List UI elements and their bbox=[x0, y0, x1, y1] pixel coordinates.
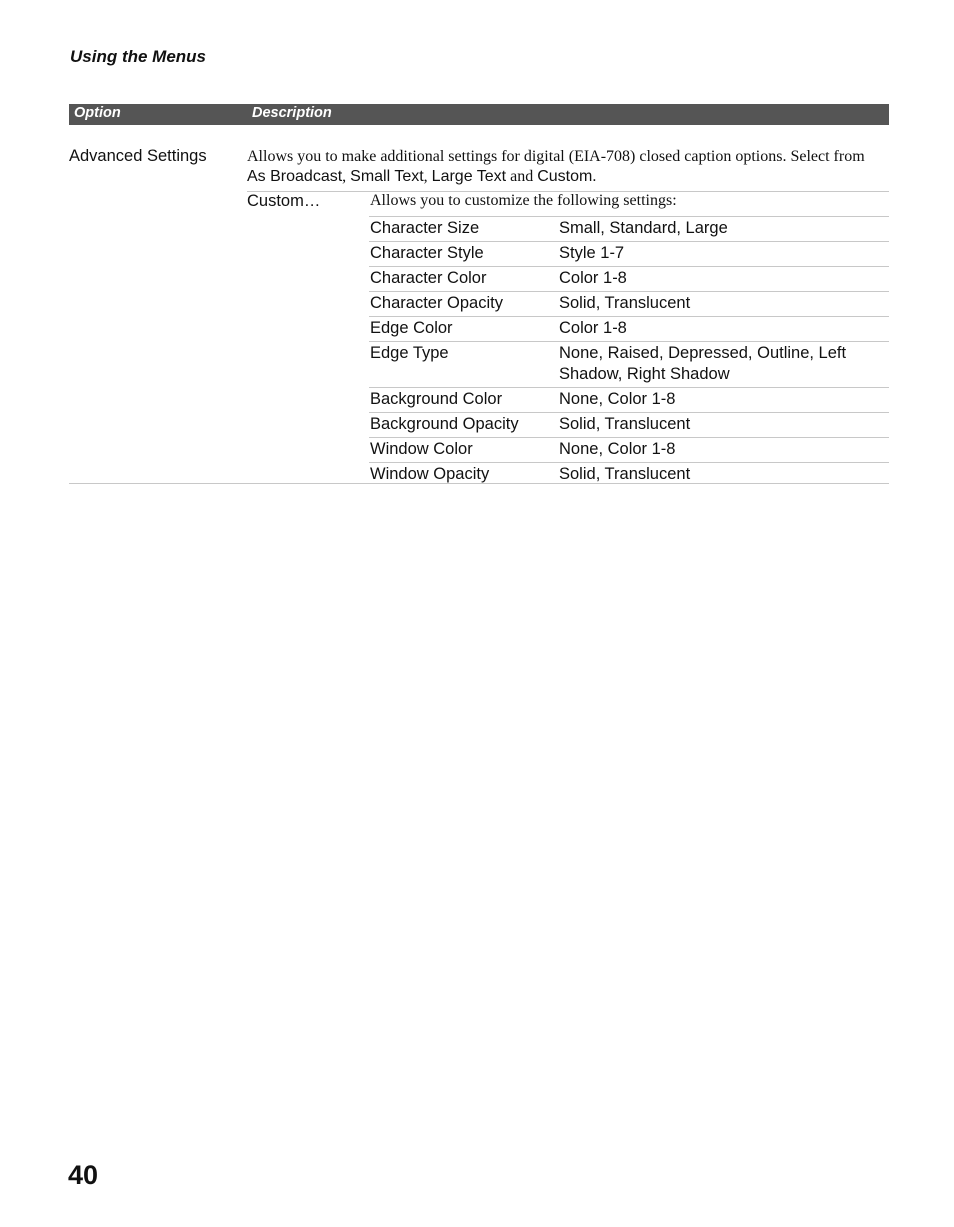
setting-value: Color 1-8 bbox=[559, 319, 627, 337]
menu-options-table bbox=[69, 104, 889, 484]
setting-value: Color 1-8 bbox=[559, 269, 627, 287]
description-end: . bbox=[592, 168, 597, 185]
section-title: Using the Menus bbox=[70, 47, 207, 66]
setting-name: Edge Color bbox=[370, 319, 453, 337]
setting-row bbox=[369, 266, 889, 291]
table-header bbox=[69, 104, 889, 125]
custom-settings-list bbox=[369, 216, 889, 487]
setting-name: Character Color bbox=[370, 269, 487, 287]
setting-row bbox=[369, 412, 889, 437]
setting-value: Solid, Translucent bbox=[559, 465, 691, 483]
setting-name: Window Opacity bbox=[370, 465, 490, 483]
custom-option-label: Custom… bbox=[247, 192, 321, 210]
header-option: Option bbox=[74, 105, 121, 121]
setting-value: None, Color 1-8 bbox=[559, 440, 676, 458]
description-text: Allows you to make additional settings for digital (EIA-708) closed caption options. Select from bbox=[247, 148, 865, 165]
choice-large-text: Large Text bbox=[431, 168, 507, 185]
setting-name: Window Color bbox=[370, 440, 473, 458]
separator: , bbox=[423, 168, 432, 185]
choice-as-broadcast: As Broadcast bbox=[247, 168, 343, 185]
choice-custom: Custom bbox=[537, 168, 593, 185]
setting-row bbox=[369, 216, 889, 241]
setting-value: None, Raised, Depressed, Outline, Left Shadow, Right Shadow bbox=[559, 344, 847, 383]
setting-row bbox=[369, 462, 889, 487]
setting-row bbox=[369, 291, 889, 316]
setting-name: Background Color bbox=[370, 390, 503, 408]
setting-name: Character Style bbox=[370, 244, 484, 262]
header-description: Description bbox=[252, 105, 332, 121]
setting-row bbox=[369, 241, 889, 266]
table-row bbox=[69, 125, 889, 484]
setting-name: Character Opacity bbox=[370, 294, 503, 312]
setting-row bbox=[369, 387, 889, 412]
setting-value: Small, Standard, Large bbox=[559, 219, 728, 237]
setting-name: Background Opacity bbox=[370, 415, 519, 433]
setting-row bbox=[369, 437, 889, 462]
setting-value: Solid, Translucent bbox=[559, 415, 691, 433]
choice-small-text: Small Text bbox=[350, 168, 424, 185]
separator: , bbox=[342, 168, 351, 185]
advanced-settings-description bbox=[247, 147, 887, 187]
page-number: 40 bbox=[68, 1160, 99, 1190]
setting-row bbox=[369, 316, 889, 341]
setting-value: None, Color 1-8 bbox=[559, 390, 676, 408]
setting-name: Edge Type bbox=[370, 344, 449, 362]
setting-row bbox=[369, 341, 889, 387]
setting-value: Style 1-7 bbox=[559, 244, 625, 262]
separator: and bbox=[506, 168, 538, 185]
setting-name: Character Size bbox=[370, 219, 480, 237]
custom-intro-text: Allows you to customize the following settings: bbox=[370, 192, 677, 209]
option-advanced-settings: Advanced Settings bbox=[69, 147, 207, 165]
setting-value: Solid, Translucent bbox=[559, 294, 691, 312]
